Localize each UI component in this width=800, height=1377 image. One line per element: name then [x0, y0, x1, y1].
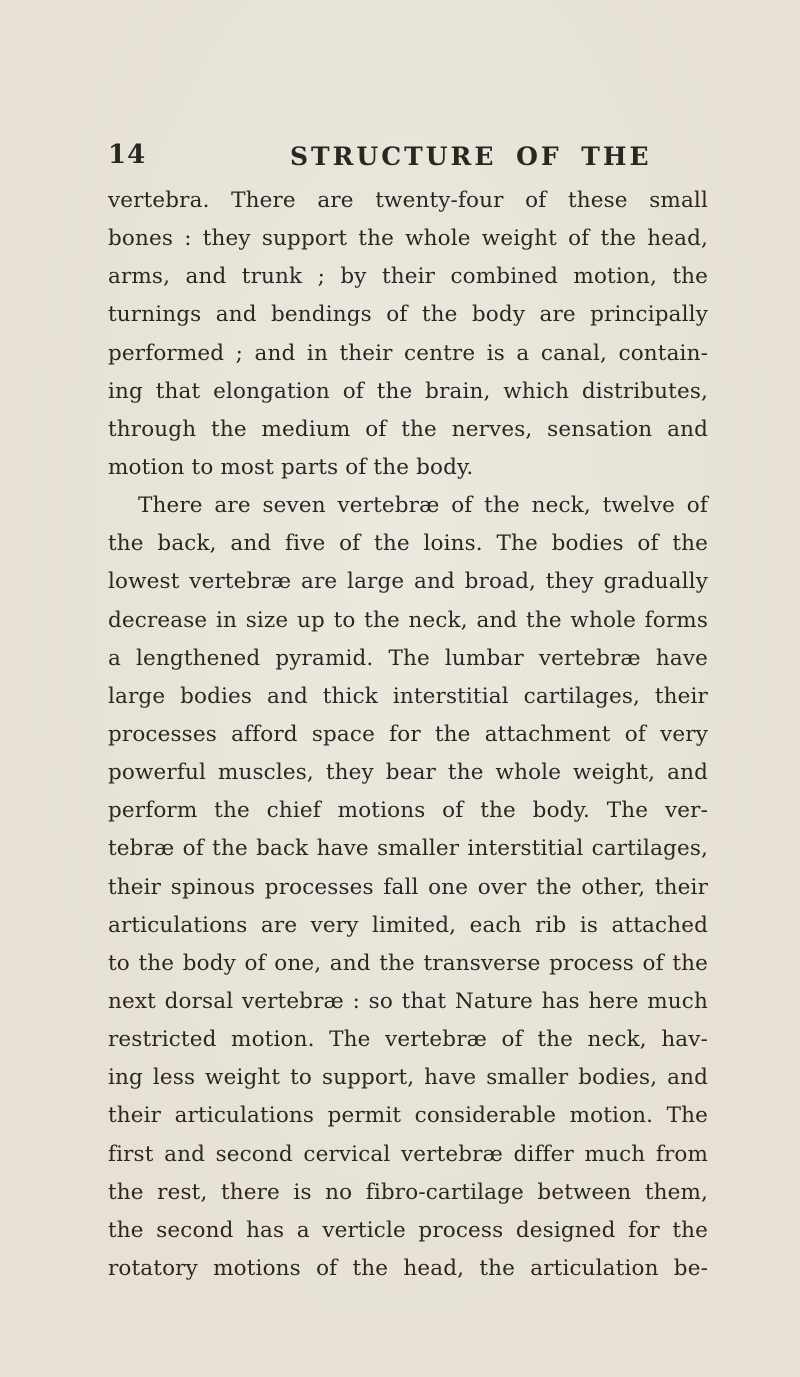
text-line: to the body of one, and the transverse process of the [108, 950, 708, 976]
text-line: performed ; and in their centre is a canal, contain- [108, 340, 708, 366]
text-line: through the medium of the nerves, sensation and [108, 416, 708, 442]
text-line: perform the chief motions of the body. The ver- [108, 798, 708, 824]
running-head: STRUCTURE OF THE [290, 142, 652, 171]
text-line: processes afford space for the attachment of very [108, 721, 708, 747]
text-line: the back, and five of the loins. The bodies of the [108, 531, 708, 557]
text-line: vertebra. There are twenty-four of these small [108, 188, 708, 213]
text-line: a lengthened pyramid. The lumbar vertebræ have [108, 645, 708, 671]
text-line: ing that elongation of the brain, which distributes, [108, 378, 708, 404]
text-line: turnings and bendings of the body are principally [108, 302, 708, 328]
text-line: the second has a verticle process designed for the [108, 1217, 708, 1243]
page-number: 14 [108, 140, 147, 170]
text-line: arms, and trunk ; by their combined motion, the [108, 264, 708, 290]
text-line: lowest vertebræ are large and broad, they gradually [108, 569, 708, 595]
text-line: first and second cervical vertebræ differ much from [108, 1141, 708, 1167]
text-line: articulations are very limited, each rib is attached [108, 912, 708, 938]
text-line: decrease in size up to the neck, and the whole forms [108, 607, 708, 633]
text-line: their spinous processes fall one over the other, their [108, 874, 708, 900]
page-header [108, 140, 728, 180]
text-line: rotatory motions of the head, the articulation be- [108, 1255, 708, 1281]
text-line: ing less weight to support, have smaller bodies, and [108, 1065, 708, 1091]
text-line: bones : they support the whole weight of the head, [108, 226, 708, 252]
text-line: tebræ of the back have smaller interstitial cartilages, [108, 836, 708, 862]
paragraph-start-line: There are seven vertebræ of the neck, twelve of [138, 493, 708, 519]
text-line: the rest, there is no fibro-cartilage between them, [108, 1179, 708, 1205]
text-line: powerful muscles, they bear the whole weight, and [108, 760, 708, 786]
text-line: motion to most parts of the body. [108, 454, 474, 480]
text-line: their articulations permit considerable motion. The [108, 1103, 708, 1129]
text-line: next dorsal vertebræ : so that Nature has here much [108, 988, 708, 1014]
text-line: restricted motion. The vertebræ of the neck, hav- [108, 1027, 708, 1053]
text-line: large bodies and thick interstitial cartilages, their [108, 683, 708, 709]
body-text [108, 182, 708, 1288]
